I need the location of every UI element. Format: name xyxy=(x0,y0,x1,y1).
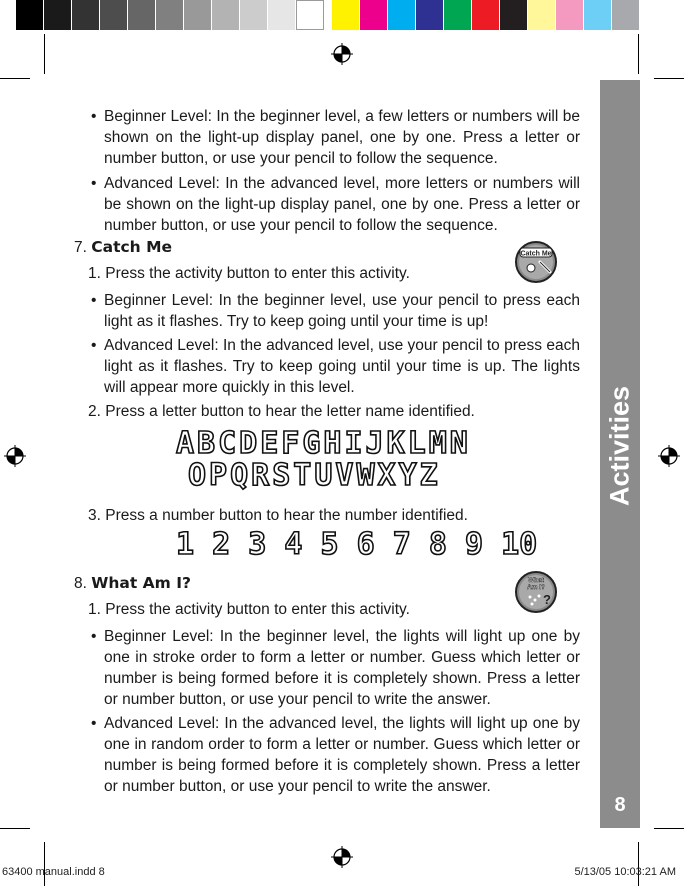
color-swatch xyxy=(472,0,500,30)
registration-mark-icon xyxy=(331,43,353,65)
what-am-i-icon-label-line2: Am I? xyxy=(526,584,546,591)
number-row: 1 2 3 4 5 6 7 8 9 10 xyxy=(176,527,538,562)
page-number: 8 xyxy=(614,794,626,816)
catch-me-bullet-beginner: Beginner Level: In the beginner level, use your pencil to press each light as it flashes. Try to keep going until your time is up! xyxy=(104,292,580,330)
crop-mark xyxy=(638,34,639,74)
bullet-icon: • xyxy=(91,715,97,732)
gray-swatch xyxy=(156,0,184,30)
color-swatch xyxy=(556,0,584,30)
color-swatch xyxy=(500,0,528,30)
bullet-icon: • xyxy=(91,175,97,192)
catch-me-step-2: 2. Press a letter button to hear the letter name identified. xyxy=(88,403,475,420)
crop-mark xyxy=(44,842,45,886)
color-swatch xyxy=(444,0,472,30)
gray-swatch xyxy=(44,0,72,30)
color-swatch xyxy=(360,0,388,30)
catch-me-bullet-advanced: Advanced Level: In the advanced level, use your pencil to press each light as it flashes. Try to keep going until your time is up. The lights will appear more quickly in this level. xyxy=(104,337,580,396)
gray-swatch xyxy=(240,0,268,30)
bullet-icon: • xyxy=(91,292,97,309)
what-am-i-icon xyxy=(514,570,558,614)
gray-swatch xyxy=(16,0,44,30)
alphabet-row-2: OPQRSTUVWXYZ xyxy=(188,458,441,493)
what-am-i-bullet-beginner: Beginner Level: In the beginner level, the lights will light up one by one in stroke order to form a letter or number. Guess which letter or number is being formed before it is completely shown. Press a letter or number button, or use your pencil to write the answer. xyxy=(104,628,580,708)
svg-text:?: ? xyxy=(543,592,551,607)
crop-mark xyxy=(654,828,684,829)
bullet-icon: • xyxy=(91,337,97,354)
crop-mark xyxy=(654,78,684,79)
alphabet-row-1: ABCDEFGHIJKLMN xyxy=(176,426,471,461)
color-swatch xyxy=(584,0,612,30)
intro-bullet-beginner: Beginner Level: In the beginner level, a few letters or numbers will be shown on the light-up display panel, one by one. Press a letter or number button, or use your pencil to follow the sequence. xyxy=(104,108,580,167)
gray-swatch xyxy=(296,0,324,30)
bullet-icon: • xyxy=(91,628,97,645)
what-am-i-icon-label-line1: What xyxy=(528,577,544,584)
color-swatch xyxy=(612,0,640,30)
color-swatch xyxy=(332,0,360,30)
color-calibration-bar xyxy=(16,0,640,30)
section-tab-label: Activities xyxy=(604,385,635,507)
footer-file-info: 63400 manual.indd 8 xyxy=(2,866,105,878)
color-swatch xyxy=(528,0,556,30)
gray-swatch xyxy=(184,0,212,30)
catch-me-icon xyxy=(514,240,558,284)
footer-timestamp: 5/13/05 10:03:21 AM xyxy=(574,866,676,878)
what-am-i-bullet-advanced: Advanced Level: In the advanced level, the lights will light up one by one in random order to form a letter or number. Guess which letter or number is being formed before it is completely shown. Press a letter or number button, or use your pencil to write the answer. xyxy=(104,715,580,795)
registration-mark-icon xyxy=(4,445,26,467)
gray-swatch xyxy=(128,0,156,30)
section-heading-what-am-i xyxy=(74,573,191,594)
catch-me-icon-label: Catch Me xyxy=(520,250,552,258)
section-title: What Am I? xyxy=(91,574,191,592)
section-number: 7. xyxy=(74,239,87,256)
gray-swatch xyxy=(72,0,100,30)
registration-mark-icon xyxy=(658,445,680,467)
gray-swatch xyxy=(268,0,296,30)
intro-bullet-advanced: Advanced Level: In the advanced level, more letters or numbers will be shown on the light-up display panel, one by one. Press a letter or number button, or use your pencil to follow the sequence. xyxy=(104,175,580,234)
color-swatch xyxy=(416,0,444,30)
crop-mark xyxy=(44,34,45,74)
catch-me-step-3: 3. Press a number button to hear the number identified. xyxy=(88,507,468,524)
crop-mark xyxy=(638,842,639,886)
bullet-icon: • xyxy=(91,108,97,125)
crop-mark xyxy=(0,828,30,829)
what-am-i-step-1: 1. Press the activity button to enter this activity. xyxy=(88,601,410,618)
crop-mark xyxy=(0,78,30,79)
section-heading-catch-me xyxy=(74,237,172,258)
registration-mark-icon xyxy=(331,846,353,868)
gray-swatch xyxy=(100,0,128,30)
catch-me-step-1: 1. Press the activity button to enter this activity. xyxy=(88,265,410,282)
section-number: 8. xyxy=(74,575,87,592)
section-title: Catch Me xyxy=(91,238,173,256)
gray-swatch xyxy=(212,0,240,30)
color-swatch xyxy=(388,0,416,30)
